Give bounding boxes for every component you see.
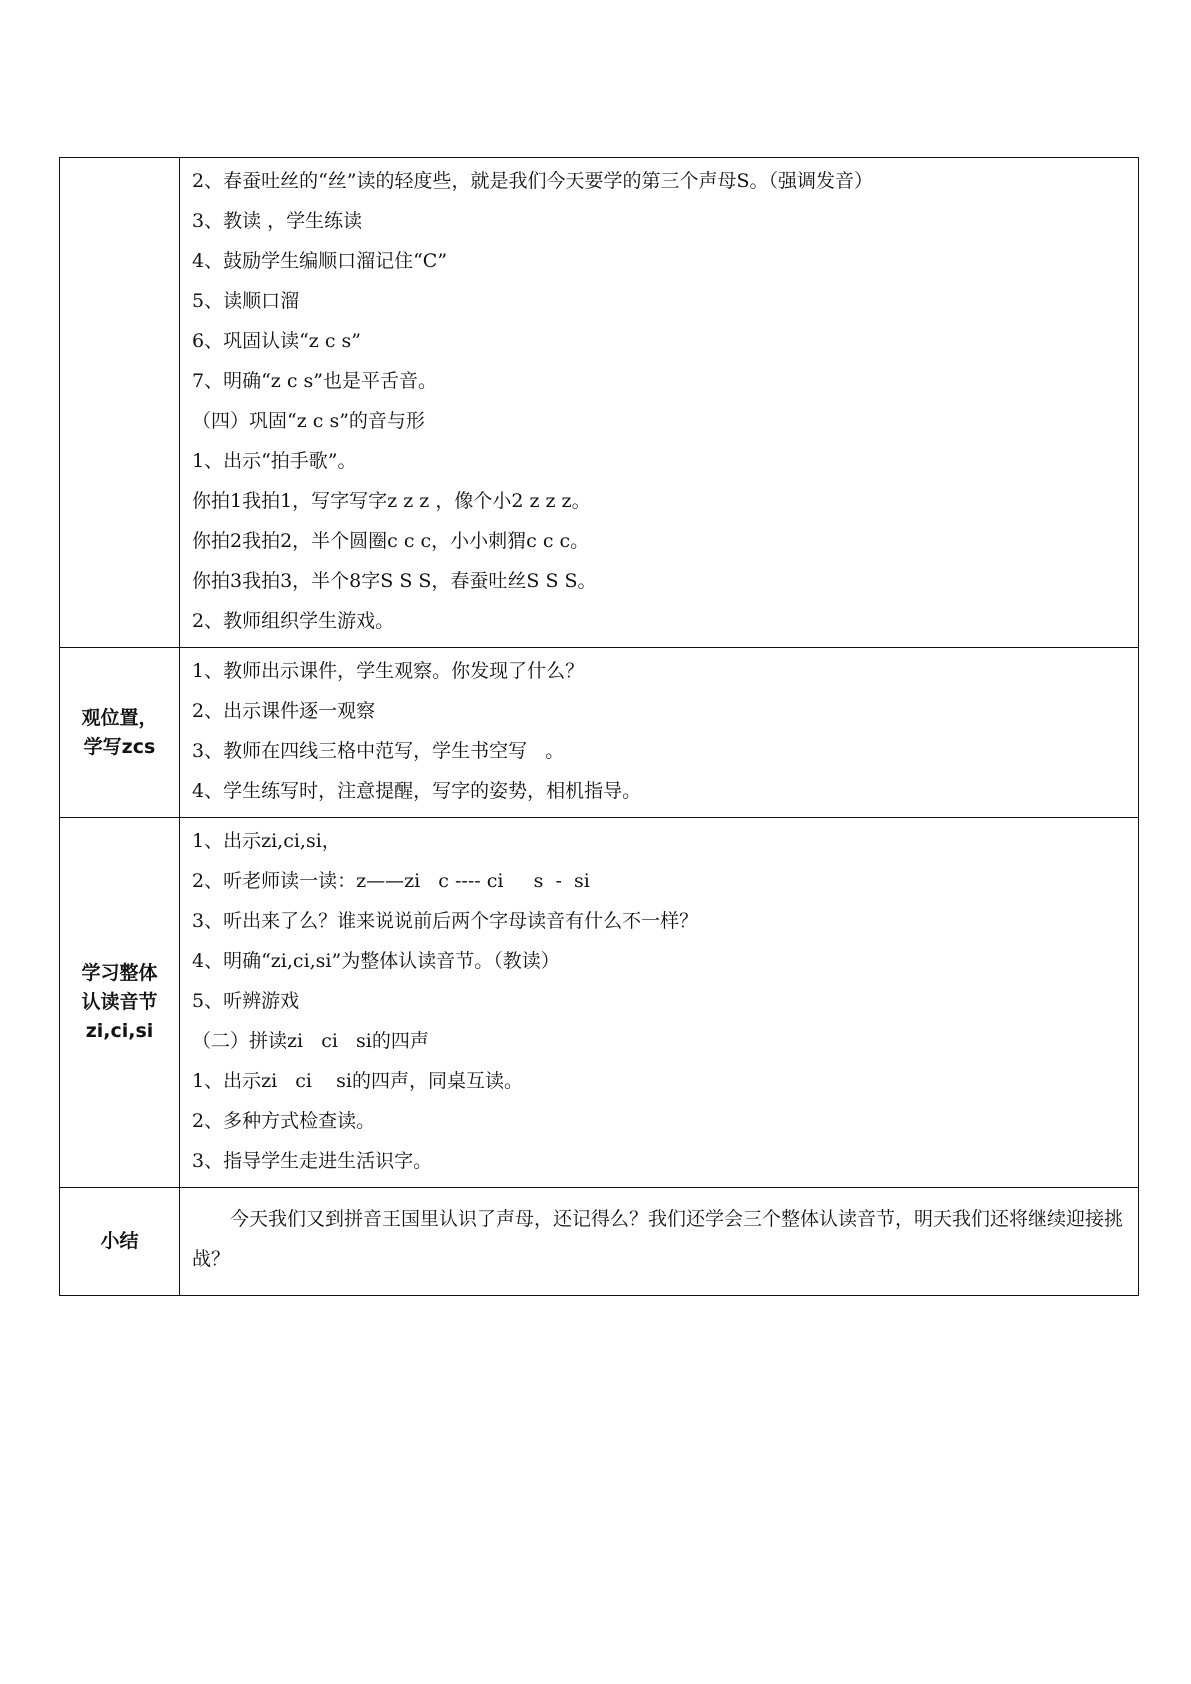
content-line: 2、听老师读一读：z——zi c ---- ci s - si [192,870,590,892]
section-content [180,648,1139,818]
section-label-line: 小结 [100,1230,139,1252]
content-line: 3、教师在四线三格中范写，学生书空写 。 [192,740,565,762]
content-line: （四）巩固“z c s”的音与形 [192,410,425,432]
content-line: 2、多种方式检查读。 [192,1110,376,1132]
content-line: 5、读顺口溜 [192,290,300,312]
section-label-line: 认读音节 [81,991,158,1013]
section-label-empty [60,158,180,648]
content-line: 2、教师组织学生游戏。 [192,610,395,632]
content-line: 6、巩固认读“z c s” [192,330,361,352]
content-line: 1、教师出示课件，学生观察。你发现了什么？ [192,660,585,682]
content-line: 4、鼓励学生编顺口溜记住“C” [192,250,448,272]
section-content [180,158,1139,648]
content-line: 3、教读 ，学生练读 [192,210,363,232]
content-line: 1、出示zi,ci,si， [192,830,341,852]
table-row [60,818,1139,1188]
section-label-syllables [60,818,180,1188]
lesson-plan-table [59,157,1139,1296]
content-line: 1、出示“拍手歌”。 [192,450,357,472]
section-content [180,818,1139,1188]
content-line: 5、听辨游戏 [192,990,300,1012]
table-row [60,1188,1139,1296]
section-label-line: zi,ci,si [85,1020,154,1042]
content-line: （二）拼读zi ci si的四声 [192,1030,429,1052]
content-line: 2、出示课件逐一观察 [192,700,376,722]
summary-paragraph: 今天我们又到拼音王国里认识了声母，还记得么？我们还学会三个整体认读音节，明天我们还将继续迎接挑战？ [192,1208,1124,1270]
table-row [60,158,1139,648]
section-label-writing [60,648,180,818]
content-line: 7、明确“z c s”也是平舌音。 [192,370,437,392]
content-line: 2、春蚕吐丝的“丝”读的轻度些，就是我们今天要学的第三个声母S。（强调发音） [192,170,874,192]
content-line: 你拍3我拍3，半个8字S S S，春蚕吐丝S S S。 [192,570,597,592]
content-line: 4、明确“zi,ci,si”为整体认读音节。（教读） [192,950,560,972]
content-line: 你拍2我拍2，半个圆圈c c c，小小刺猬c c c。 [192,530,590,552]
content-line: 1、出示zi ci si的四声，同桌互读。 [192,1070,523,1092]
section-label-line: 学写zcs [83,735,156,758]
section-label-line: 学习整体 [81,962,158,984]
section-label-line: 观位置， [81,706,158,729]
content-line: 4、学生练写时，注意提醒，写字的姿势，相机指导。 [192,780,642,802]
table-row [60,648,1139,818]
section-content [180,1188,1139,1296]
content-line: 3、听出来了么？谁来说说前后两个字母读音有什么不一样？ [192,910,699,932]
content-line: 你拍1我拍1，写字写字z z z ，像个小2 z z z。 [192,490,591,512]
content-line: 3、指导学生走进生活识字。 [192,1150,433,1172]
section-label-summary [60,1188,180,1296]
